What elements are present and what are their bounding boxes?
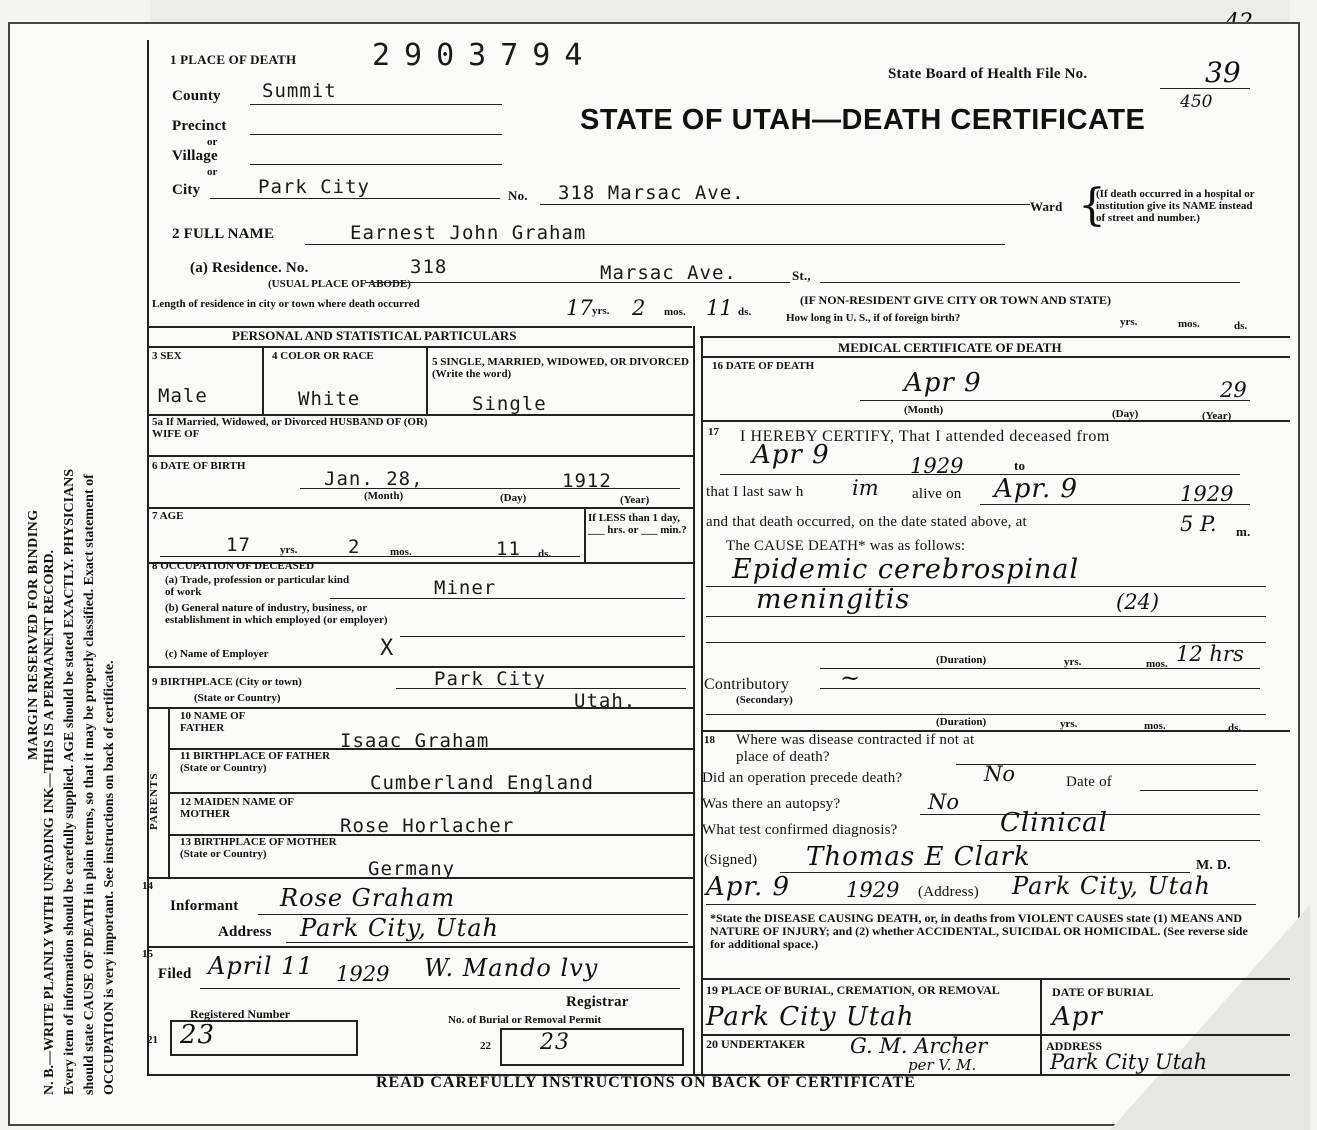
- file-label: State Board of Health File No.: [888, 66, 1088, 82]
- father-birthplace-value: Cumberland England: [370, 772, 594, 794]
- place-of-death-label: 1 PLACE OF DEATH: [170, 52, 297, 67]
- filed-number: 15: [142, 948, 153, 960]
- dod-day-label: (Day): [1112, 408, 1139, 420]
- length-days: 11: [706, 296, 733, 320]
- burial-row-line: [701, 1034, 1290, 1036]
- center-divider-2: [701, 336, 703, 1076]
- undertaker-value: G. M. Archer: [850, 1034, 988, 1058]
- burial-permit-label: No. of Burial or Removal Permit: [448, 1014, 602, 1026]
- stamp-number: 2903794: [372, 38, 597, 73]
- filed-year: 1929: [336, 962, 390, 986]
- form-left-border: [147, 40, 149, 1075]
- section-top-line-right: [700, 336, 1290, 338]
- margin-nb-line3: should state CAUSE OF DEATH in plain terms, so that it may be properly classified. Exact statement of: [82, 474, 97, 1095]
- signed-address-label: (Address): [918, 884, 979, 900]
- hospital-note: (If death occurred in a hospital or institution give its NAME instead of street and number.): [1096, 188, 1255, 224]
- signed-address-line: [706, 904, 1256, 905]
- dob-month-label: (Month): [364, 490, 404, 502]
- age-years: 17: [226, 534, 251, 556]
- age-label: 7 AGE: [152, 510, 184, 522]
- residence-sub-label: (USUAL PLACE OF ABODE): [268, 278, 411, 290]
- duration-line: [820, 668, 1260, 669]
- margin-reserved-text: MARGIN RESERVED FOR BINDING: [26, 509, 41, 760]
- undertaker-label: 20 UNDERTAKER: [706, 1037, 806, 1051]
- date-of-line: [1140, 790, 1258, 791]
- last-saw-label: that I last saw h: [706, 484, 804, 500]
- margin-nb-line2: Every item of information should be carefully supplied. AGE should be stated EXACTLY. PHYSICIANS: [62, 468, 77, 1095]
- row-line-5: [147, 666, 693, 668]
- duration-value: 12 hrs: [1176, 642, 1244, 666]
- dod-year-label: (Year): [1202, 410, 1232, 422]
- length-ds-label: ds.: [738, 306, 752, 318]
- full-name-value: Earnest John Graham: [350, 222, 587, 244]
- duration-label: (Duration): [936, 654, 987, 666]
- signed-value: Thomas E Clark: [806, 842, 1031, 872]
- attended-from-date: Apr 9: [752, 440, 830, 470]
- birthplace-label: 9 BIRTHPLACE (City or town): [152, 676, 302, 688]
- date-of-death-line: [860, 400, 1250, 401]
- test-value: Clinical: [1000, 808, 1108, 838]
- employer-value: X: [380, 636, 395, 661]
- burial-date-value: Apr: [1052, 1002, 1103, 1032]
- certify-text: I HEREBY CERTIFY, That I attended deceased from: [740, 428, 1110, 445]
- address-value: Park City, Utah: [300, 914, 499, 942]
- age-days: 11: [496, 538, 521, 560]
- cause-underline-2: [706, 616, 1266, 617]
- age-line: [160, 556, 580, 557]
- race-value: White: [298, 388, 361, 410]
- length-years: 17: [566, 296, 593, 320]
- medical-title-line: [701, 356, 1290, 358]
- md-label: M. D.: [1196, 858, 1231, 873]
- informant-value: Rose Graham: [280, 884, 456, 912]
- date-of-death-label: 16 DATE OF DEATH: [712, 360, 815, 372]
- full-name-label: 2 FULL NAME: [172, 226, 275, 242]
- filed-date: April 11: [208, 952, 314, 980]
- attended-line: [720, 474, 1240, 475]
- occurred-text: and that death occurred, on the date stated above, at: [706, 514, 1027, 530]
- sex-value: Male: [158, 385, 208, 407]
- age-months: 2: [348, 536, 361, 558]
- q18-text: Where was disease contracted if not at place of death?: [736, 732, 975, 765]
- medical-row-3: [701, 978, 1290, 980]
- age-mos-label: mos.: [390, 546, 412, 558]
- file-no-line: [1160, 88, 1250, 89]
- age-less-label: If LESS than 1 day, ___ hrs. or ___ min.?: [588, 512, 687, 536]
- last-saw-him: im: [852, 476, 879, 500]
- occupation-label: 8 OCCUPATION OF DECEASED: [152, 560, 315, 572]
- row-line-7: [147, 877, 693, 879]
- secondary-label: (Secondary): [736, 694, 793, 706]
- dob-day-label: (Day): [500, 492, 527, 504]
- parents-label: PARENTS: [148, 772, 160, 830]
- filed-line: [200, 988, 680, 989]
- filed-signature: W. Mando lvy: [424, 954, 599, 982]
- contributory-line: [820, 688, 1260, 689]
- precinct-line: [250, 134, 502, 135]
- last-saw-year: 1929: [1180, 482, 1234, 506]
- violent-causes-footnote: *State the DISEASE CAUSING DEATH, or, in deaths from VIOLENT CAUSES state (1) MEANS AND NATURE OF INJURY; and (2) whether ACCIDENTAL, SUICIDAL OR HOMICIDAL. (See reverse side for additional space.): [710, 911, 1248, 951]
- m-label: m.: [1236, 524, 1251, 539]
- precinct-label: Precinct: [172, 118, 227, 134]
- cause-line-1: Epidemic cerebrospinal: [732, 554, 1080, 585]
- attended-from-year: 1929: [910, 454, 964, 478]
- age-yrs-label: yrs.: [280, 544, 298, 556]
- hospital-brace: {: [1078, 180, 1106, 231]
- county-value: Summit: [262, 80, 337, 102]
- registered-number-prefix: 21: [147, 1034, 158, 1046]
- duration-mos-2: mos.: [1144, 720, 1166, 732]
- medical-section-title: MEDICAL CERTIFICATE OF DEATH: [838, 340, 1062, 355]
- contributory-mark: ~: [840, 664, 861, 692]
- residence-line-2: [820, 282, 1240, 283]
- registered-number-label: Registered Number: [190, 1007, 291, 1021]
- duration-mos: mos.: [1146, 658, 1168, 670]
- street-no-label: No.: [508, 188, 528, 203]
- parents-row-2: [168, 792, 693, 794]
- alive-on-label: alive on: [912, 486, 962, 502]
- margin-nb-line4: OCCUPATION is very important. See instructions on back of certificate.: [102, 660, 117, 1095]
- sex-label: 3 SEX: [152, 350, 182, 362]
- test-line: [980, 840, 1260, 841]
- us-label: How long in U. S., if of foreign birth?: [786, 312, 961, 324]
- birth-city-line: [396, 688, 686, 689]
- row-line-2: [147, 455, 693, 457]
- signed-address: Park City, Utah: [1012, 872, 1211, 900]
- length-mos-label: mos.: [664, 306, 686, 318]
- duration-ds-2: ds.: [1228, 722, 1242, 734]
- village-label: Village: [172, 148, 218, 164]
- length-months: 2: [632, 296, 646, 320]
- or-2: or: [207, 166, 218, 178]
- dob-year-label: (Year): [620, 494, 650, 506]
- ward-label: Ward: [1030, 199, 1063, 214]
- length-yrs-label: yrs.: [592, 305, 610, 317]
- row-line-6: [147, 707, 693, 709]
- medical-row-1: [701, 420, 1290, 422]
- spouse-label: 5a If Married, Widowed, or Divorced HUSBAND OF (OR) WIFE OF: [152, 416, 428, 440]
- autopsy-value: No: [928, 790, 960, 814]
- birth-state-value: Utah.: [574, 690, 637, 712]
- margin-nb-line1: N. B.—WRITE PLAINLY WITH UNFADING INK—THIS IS A PERMANENT RECORD.: [42, 549, 57, 1095]
- last-saw-line: [980, 504, 1250, 505]
- marital-label: 5 SINGLE, MARRIED, WIDOWED, OR DIVORCED (Write the word): [432, 356, 689, 380]
- duration-label-2: (Duration): [936, 716, 987, 728]
- village-line: [250, 164, 502, 165]
- dod-month-label: (Month): [904, 404, 944, 416]
- occupation-c-label: (c) Name of Employer: [165, 648, 269, 660]
- city-label: City: [172, 182, 201, 198]
- mother-name-value: Rose Horlacher: [340, 815, 515, 837]
- signed-date: Apr. 9: [706, 872, 791, 902]
- father-name-value: Isaac Graham: [340, 730, 490, 752]
- personal-section-title: PERSONAL AND STATISTICAL PARTICULARS: [232, 328, 517, 343]
- undertaker-sub: per V. M.: [908, 1056, 977, 1074]
- occupation-a-label: (a) Trade, profession or particular kind of work: [165, 574, 350, 598]
- occupation-b-label: (b) General nature of industry, business, or establishment in which employed (or employer): [165, 602, 388, 626]
- row-line-8: [147, 946, 693, 948]
- sex-divider: [262, 346, 264, 414]
- operation-label: Did an operation precede death?: [702, 770, 903, 786]
- cause-label: The CAUSE DEATH* was as follows:: [726, 538, 966, 554]
- center-divider: [693, 326, 695, 1076]
- contributory-label: Contributory: [704, 676, 790, 693]
- occupation-b-line: [400, 636, 685, 637]
- burial-place-label: 19 PLACE OF BURIAL, CREMATION, OR REMOVAL: [706, 983, 1000, 997]
- us-ds: ds.: [1234, 320, 1248, 332]
- mother-birthplace-value: Germany: [368, 858, 456, 880]
- street-line: [540, 204, 1030, 205]
- address-line: [286, 942, 688, 943]
- nonresident-note: (IF NON-RESIDENT GIVE CITY OR TOWN AND STATE): [800, 293, 1112, 307]
- residence-label: (a) Residence. No.: [190, 260, 309, 276]
- occupation-line: [330, 598, 685, 599]
- certificate-title: STATE OF UTAH—DEATH CERTIFICATE: [580, 104, 1146, 136]
- race-divider: [426, 346, 428, 414]
- certify-number: 17: [708, 426, 719, 438]
- autopsy-label: Was there an autopsy?: [702, 796, 841, 812]
- birthplace-sub-label: (State or Country): [194, 692, 281, 704]
- duration-yrs-2: yrs.: [1060, 718, 1078, 730]
- street-value: 318 Marsac Ave.: [558, 182, 745, 204]
- footer-instructions: READ CAREFULLY INSTRUCTIONS ON BACK OF CERTIFICATE: [376, 1074, 916, 1091]
- q18-number: 18: [704, 734, 715, 746]
- full-name-line: [305, 244, 1005, 245]
- burial-place-value: Park City Utah: [706, 1002, 915, 1032]
- signed-year: 1929: [846, 878, 900, 902]
- burial-address-label: ADDRESS: [1046, 1039, 1103, 1053]
- city-value: Park City: [258, 176, 370, 198]
- mother-name-label: 12 MAIDEN NAME OF MOTHER: [180, 796, 294, 820]
- burial-permit-value: 23: [540, 1030, 570, 1055]
- last-saw-date: Apr. 9: [994, 474, 1079, 504]
- row-line-3: [147, 507, 693, 509]
- city-line: [210, 198, 500, 199]
- father-birthplace-label: 11 BIRTHPLACE OF FATHER (State or Country): [180, 750, 331, 774]
- contributory-line-2: [706, 714, 1266, 715]
- age-ds-label: ds.: [538, 548, 552, 560]
- date-of-death-value: Apr 9: [904, 368, 982, 398]
- operation-value: No: [984, 762, 1016, 786]
- county-line: [250, 104, 502, 105]
- burial-date-label: DATE OF BURIAL: [1052, 985, 1154, 999]
- file-extra: 450: [1180, 92, 1213, 112]
- registered-number-value: 23: [180, 1020, 216, 1050]
- or-1: or: [207, 136, 218, 148]
- cause-line-2: meningitis: [756, 584, 911, 615]
- dob-year: 1912: [562, 470, 612, 492]
- length-label: Length of residence in city or town where death occurred: [152, 298, 420, 310]
- time-value: 5 P.: [1180, 512, 1217, 536]
- dob-line: [300, 488, 680, 489]
- birth-city-value: Park City: [434, 668, 546, 690]
- personal-title-line: [147, 346, 693, 348]
- occupation-value: Miner: [434, 577, 497, 599]
- race-label: 4 COLOR OR RACE: [272, 350, 374, 362]
- date-of-death-year: 29: [1220, 378, 1247, 402]
- attended-to-label: to: [1014, 458, 1026, 473]
- address-label: Address: [218, 924, 272, 940]
- residence-number: 318: [410, 256, 448, 278]
- signed-label: (Signed): [704, 852, 758, 868]
- age-less-divider: [584, 507, 586, 563]
- us-mos: mos.: [1178, 318, 1200, 330]
- filed-label: Filed: [158, 966, 192, 982]
- duration-yrs: yrs.: [1064, 656, 1082, 668]
- father-name-label: 10 NAME OF FATHER: [180, 710, 245, 734]
- county-label: County: [172, 88, 221, 104]
- burial-address-value: Park City Utah: [1050, 1050, 1208, 1074]
- mother-birthplace-label: 13 BIRTHPLACE OF MOTHER (State or Country): [180, 836, 337, 860]
- informant-label: Informant: [170, 898, 239, 914]
- burial-divider: [1040, 978, 1042, 1076]
- date-of-label: Date of: [1066, 774, 1112, 790]
- marital-value: Single: [472, 393, 547, 415]
- residence-st-label: St.,: [792, 268, 811, 283]
- burial-permit-box: [500, 1028, 684, 1066]
- file-number: 39: [1205, 56, 1241, 89]
- dob-month-day: Jan. 28,: [324, 468, 424, 490]
- burial-permit-prefix: 22: [480, 1040, 491, 1052]
- registrar-label: Registrar: [566, 994, 629, 1010]
- residence-line: [365, 282, 790, 283]
- us-yrs: yrs.: [1120, 316, 1138, 328]
- dob-label: 6 DATE OF BIRTH: [152, 460, 246, 472]
- cause-code: (24): [1116, 590, 1160, 614]
- test-label: What test confirmed diagnosis?: [702, 822, 898, 838]
- informant-number: 14: [142, 880, 153, 892]
- residence-street: Marsac Ave.: [600, 262, 737, 284]
